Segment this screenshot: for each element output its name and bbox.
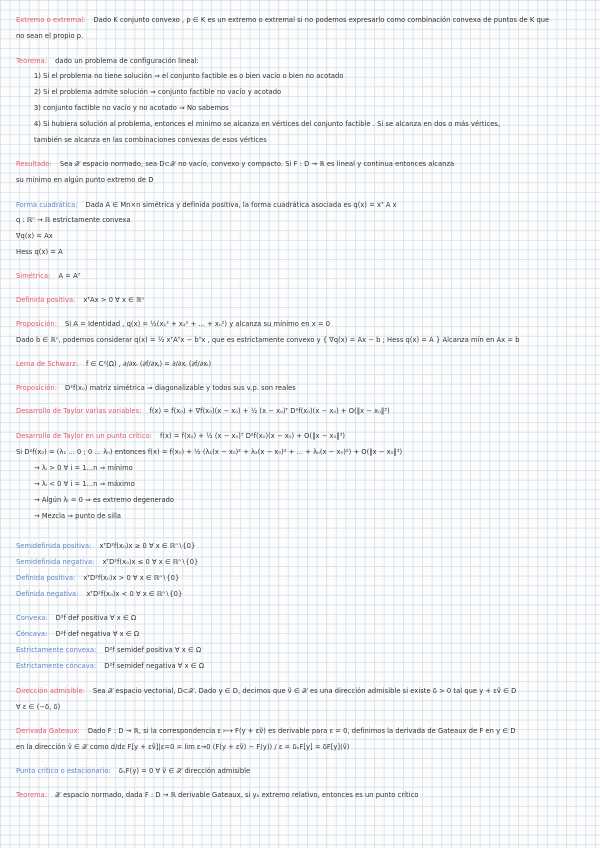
line-caso-silla: → Mezcla ⇒ punto de silla bbox=[34, 512, 122, 520]
line-derivada-gateaux: Derivada Gateaux: Dado F : D → ℝ, si la correspondencia ε ⟼ F(y + εṽ) es derivable para ε = 0, definimos la derivada de Gateaux de F en y ∈ D bbox=[16, 727, 516, 735]
line-def-negativa: Definida negativa: xᵀD²f(x₀)x < 0 ∀ x ∈ ℝⁿ∖{0} bbox=[16, 590, 183, 598]
line-forma-cuadratica: Forma cuadrática: Dada A ∈ Mn×n simétrica y definida positiva, la forma cuadrática asociada es q(x) = xᵀ A x bbox=[16, 201, 397, 209]
line-definida-positiva: Definida positiva: xᵀAx > 0 ∀ x ∈ ℝⁿ bbox=[16, 296, 145, 304]
line-caso-degenerado: → Algún λᵢ = 0 ⇒ es extremo degenerado bbox=[34, 496, 175, 504]
line-derivada-gateaux-cont: en la dirección ṽ ∈ 𝒳 como d/dε F[y + εṽ]|ε=0 = lim ε→0 (F(y + εṽ) − F(y)) / ε = δᵥF[y] = δF[y](ṽ) bbox=[16, 743, 350, 751]
line-extremo: Extremo o extremal: Dado K conjunto convexo , p ∈ K es un extremo o extremal si no podemos expresarlo como combinación convexa de puntos de K que bbox=[16, 16, 550, 24]
line-resultado-cont: su mínimo en algún punto extremo de D bbox=[16, 176, 154, 184]
label-semidef-negativa: Semidefinida negativa: bbox=[16, 558, 95, 566]
label-estr-concava: Estrictamente cóncava: bbox=[16, 662, 97, 670]
line-gradiente: ∇q(x) = Ax bbox=[16, 232, 53, 240]
label-resultado: Resultado: bbox=[16, 160, 52, 168]
line-direccion-admisible: Dirección admisible: Sea 𝒳 espacio vectorial, D⊂𝒳. Dado y ∈ D, decimos que ṽ ∈ 𝒳 es una dirección admisible si existe δ̄ > 0 tal que y + εṽ ∈ D bbox=[16, 687, 517, 695]
label-semidef-positiva: Semidefinida positiva: bbox=[16, 542, 92, 550]
line-estr-convexa: Estrictamente convexa: D²f semidef positiva ∀ x ∈ Ω bbox=[16, 646, 202, 654]
label-concava: Cóncava: bbox=[16, 630, 48, 638]
line-convexa: Convexa: D²f def positiva ∀ x ∈ Ω bbox=[16, 614, 137, 622]
label-teorema: Teorema: bbox=[16, 57, 48, 65]
line-proposicion-2: Proposición: D²f(x₀) matriz simétrica ⇒ diagonalizable y todos sus v.p. son reales bbox=[16, 384, 296, 392]
line-teorema-4-cont: también se alcanza en las combinaciones convexas de esos vértices bbox=[34, 136, 267, 144]
line-direccion-admisible-cont: ∀ ε ∈ (−δ̄, δ̄) bbox=[16, 703, 61, 711]
line-caso-minimo: → λᵢ > 0 ∀ i = 1...n ⇒ mínimo bbox=[34, 464, 133, 472]
line-proposicion-1: Proposición: Si A = Identidad , q(x) = ½(x₁² + x₂² + ... + xₙ²) y alcanza su mínimo en x = 0 bbox=[16, 320, 331, 328]
line-teorema-final: Teorema: 𝒳 espacio normado, dada F : D → ℝ derivable Gateaux, si y₀ extremo relativo, entonces es un punto crítico bbox=[16, 791, 419, 799]
line-semidef-negativa: Semidefinida negativa: xᵀD²f(x₀)x ≤ 0 ∀ x ∈ ℝⁿ∖{0} bbox=[16, 558, 199, 566]
line-def-positiva: Definida positiva: xᵀD²f(x₀)x > 0 ∀ x ∈ ℝⁿ∖{0} bbox=[16, 574, 180, 582]
line-teorema-1: 1) Si el problema no tiene solución ⇒ el conjunto factible es o bien vacío o bien no acotado bbox=[34, 72, 344, 80]
label-def-negativa: Definida negativa: bbox=[16, 590, 79, 598]
label-direccion-admisible: Dirección admisible: bbox=[16, 687, 85, 695]
label-forma-cuadratica: Forma cuadrática: bbox=[16, 201, 78, 209]
line-concava: Cóncava: D²f def negativa ∀ x ∈ Ω bbox=[16, 630, 140, 638]
line-estr-concava: Estrictamente cóncava: D²f semidef negativa ∀ x ∈ Ω bbox=[16, 662, 204, 670]
line-teorema: Teorema: dado un problema de configuración lineal: bbox=[16, 57, 199, 65]
line-q-convexa: q : ℝⁿ → ℝ estrictamente convexa bbox=[16, 216, 131, 224]
line-simetrica: Simétrica: A = Aᵀ bbox=[16, 272, 81, 280]
line-teorema-4: 4) Si hubiera solución al problema, entonces el mínimo se alcanza en vértices del conjunto factible . Si se alcanza en dos o más vértices, bbox=[34, 120, 501, 128]
label-taylor: Desarrollo de Taylor varias variables: bbox=[16, 407, 142, 415]
line-taylor: Desarrollo de Taylor varias variables: f(x) = f(x₀) + ∇f(x₀)(x − x₀) + ½ (x − x₀)ᵀ D²f(x₀)(x − x₀) + O(‖x − x₀‖³) bbox=[16, 407, 390, 415]
line-taylor-critico: Desarrollo de Taylor en un punto crítico: f(x) = f(x₀) + ½ (x − x₀)ᵀ D²f(x₀)(x − x₀) + O(‖x − x₀‖³) bbox=[16, 432, 346, 440]
line-lema-schwarz: Lema de Schwarz: f ∈ C²(Ω) , ∂/∂xᵢ (∂f/∂xⱼ) = ∂/∂xⱼ (∂f/∂xᵢ) bbox=[16, 360, 212, 368]
label-derivada-gateaux: Derivada Gateaux: bbox=[16, 727, 80, 735]
label-convexa: Convexa: bbox=[16, 614, 48, 622]
line-teorema-3: 3) conjunto factible no vacío y no acotado ⇒ No sabemos bbox=[34, 104, 229, 112]
label-estr-convexa: Estrictamente convexa: bbox=[16, 646, 97, 654]
line-taylor-diagonal: Si D²f(x₀) = (λ₁ ... 0 ; 0 ... λₙ) entonces f(x) = f(x₀) + ½ (λ₁(x − x₀)² + λ₂(x − x₀)² + ... + λₙ(x − x₀)²) + O(‖x − x₀‖³) bbox=[16, 448, 403, 456]
line-resultado: Resultado: Sea 𝒳 espacio normado, sea D⊂𝒳 no vacío, convexo y compacto. Si F : D → ℝ es lineal y continua entonces alcanza bbox=[16, 160, 455, 168]
line-hessiano: Hess q(x) = A bbox=[16, 248, 63, 256]
line-caso-maximo: → λᵢ < 0 ∀ i = 1...n ⇒ máximo bbox=[34, 480, 135, 488]
label-taylor-critico: Desarrollo de Taylor en un punto crítico: bbox=[16, 432, 152, 440]
label-proposicion-2: Proposición: bbox=[16, 384, 58, 392]
label-punto-critico: Punto crítico o estacionario: bbox=[16, 767, 111, 775]
line-semidef-positiva: Semidefinida positiva: xᵀD²f(x₀)x ≥ 0 ∀ x ∈ ℝⁿ∖{0} bbox=[16, 542, 196, 550]
label-teorema-final: Teorema: bbox=[16, 791, 48, 799]
label-simetrica: Simétrica: bbox=[16, 272, 51, 280]
label-lema-schwarz: Lema de Schwarz: bbox=[16, 360, 78, 368]
label-extremo: Extremo o extremal: bbox=[16, 16, 86, 24]
label-definida-positiva: Definida positiva: bbox=[16, 296, 76, 304]
line-teorema-2: 2) Si el problema admite solución ⇒ conjunto factible no vacío y acotado bbox=[34, 88, 282, 96]
line-punto-critico: Punto crítico o estacionario: δᵥF(y) = 0 ∀ ṽ ∈ 𝒳 dirección admisible bbox=[16, 767, 251, 775]
line-proposicion-1-cont: Dado b ∈ ℝⁿ, podemos considerar q(x) = ½ xᵀAᵀx − bᵀx , que es estrictamente convexo y { ∇q(x) = Ax − b ; Hess q(x) = A } Alcanza mín en Ax = b bbox=[16, 336, 520, 344]
label-proposicion-1: Proposición: bbox=[16, 320, 58, 328]
label-def-positiva: Definida positiva: bbox=[16, 574, 76, 582]
line-extremo-cont: no sean el propio p. bbox=[16, 32, 84, 40]
